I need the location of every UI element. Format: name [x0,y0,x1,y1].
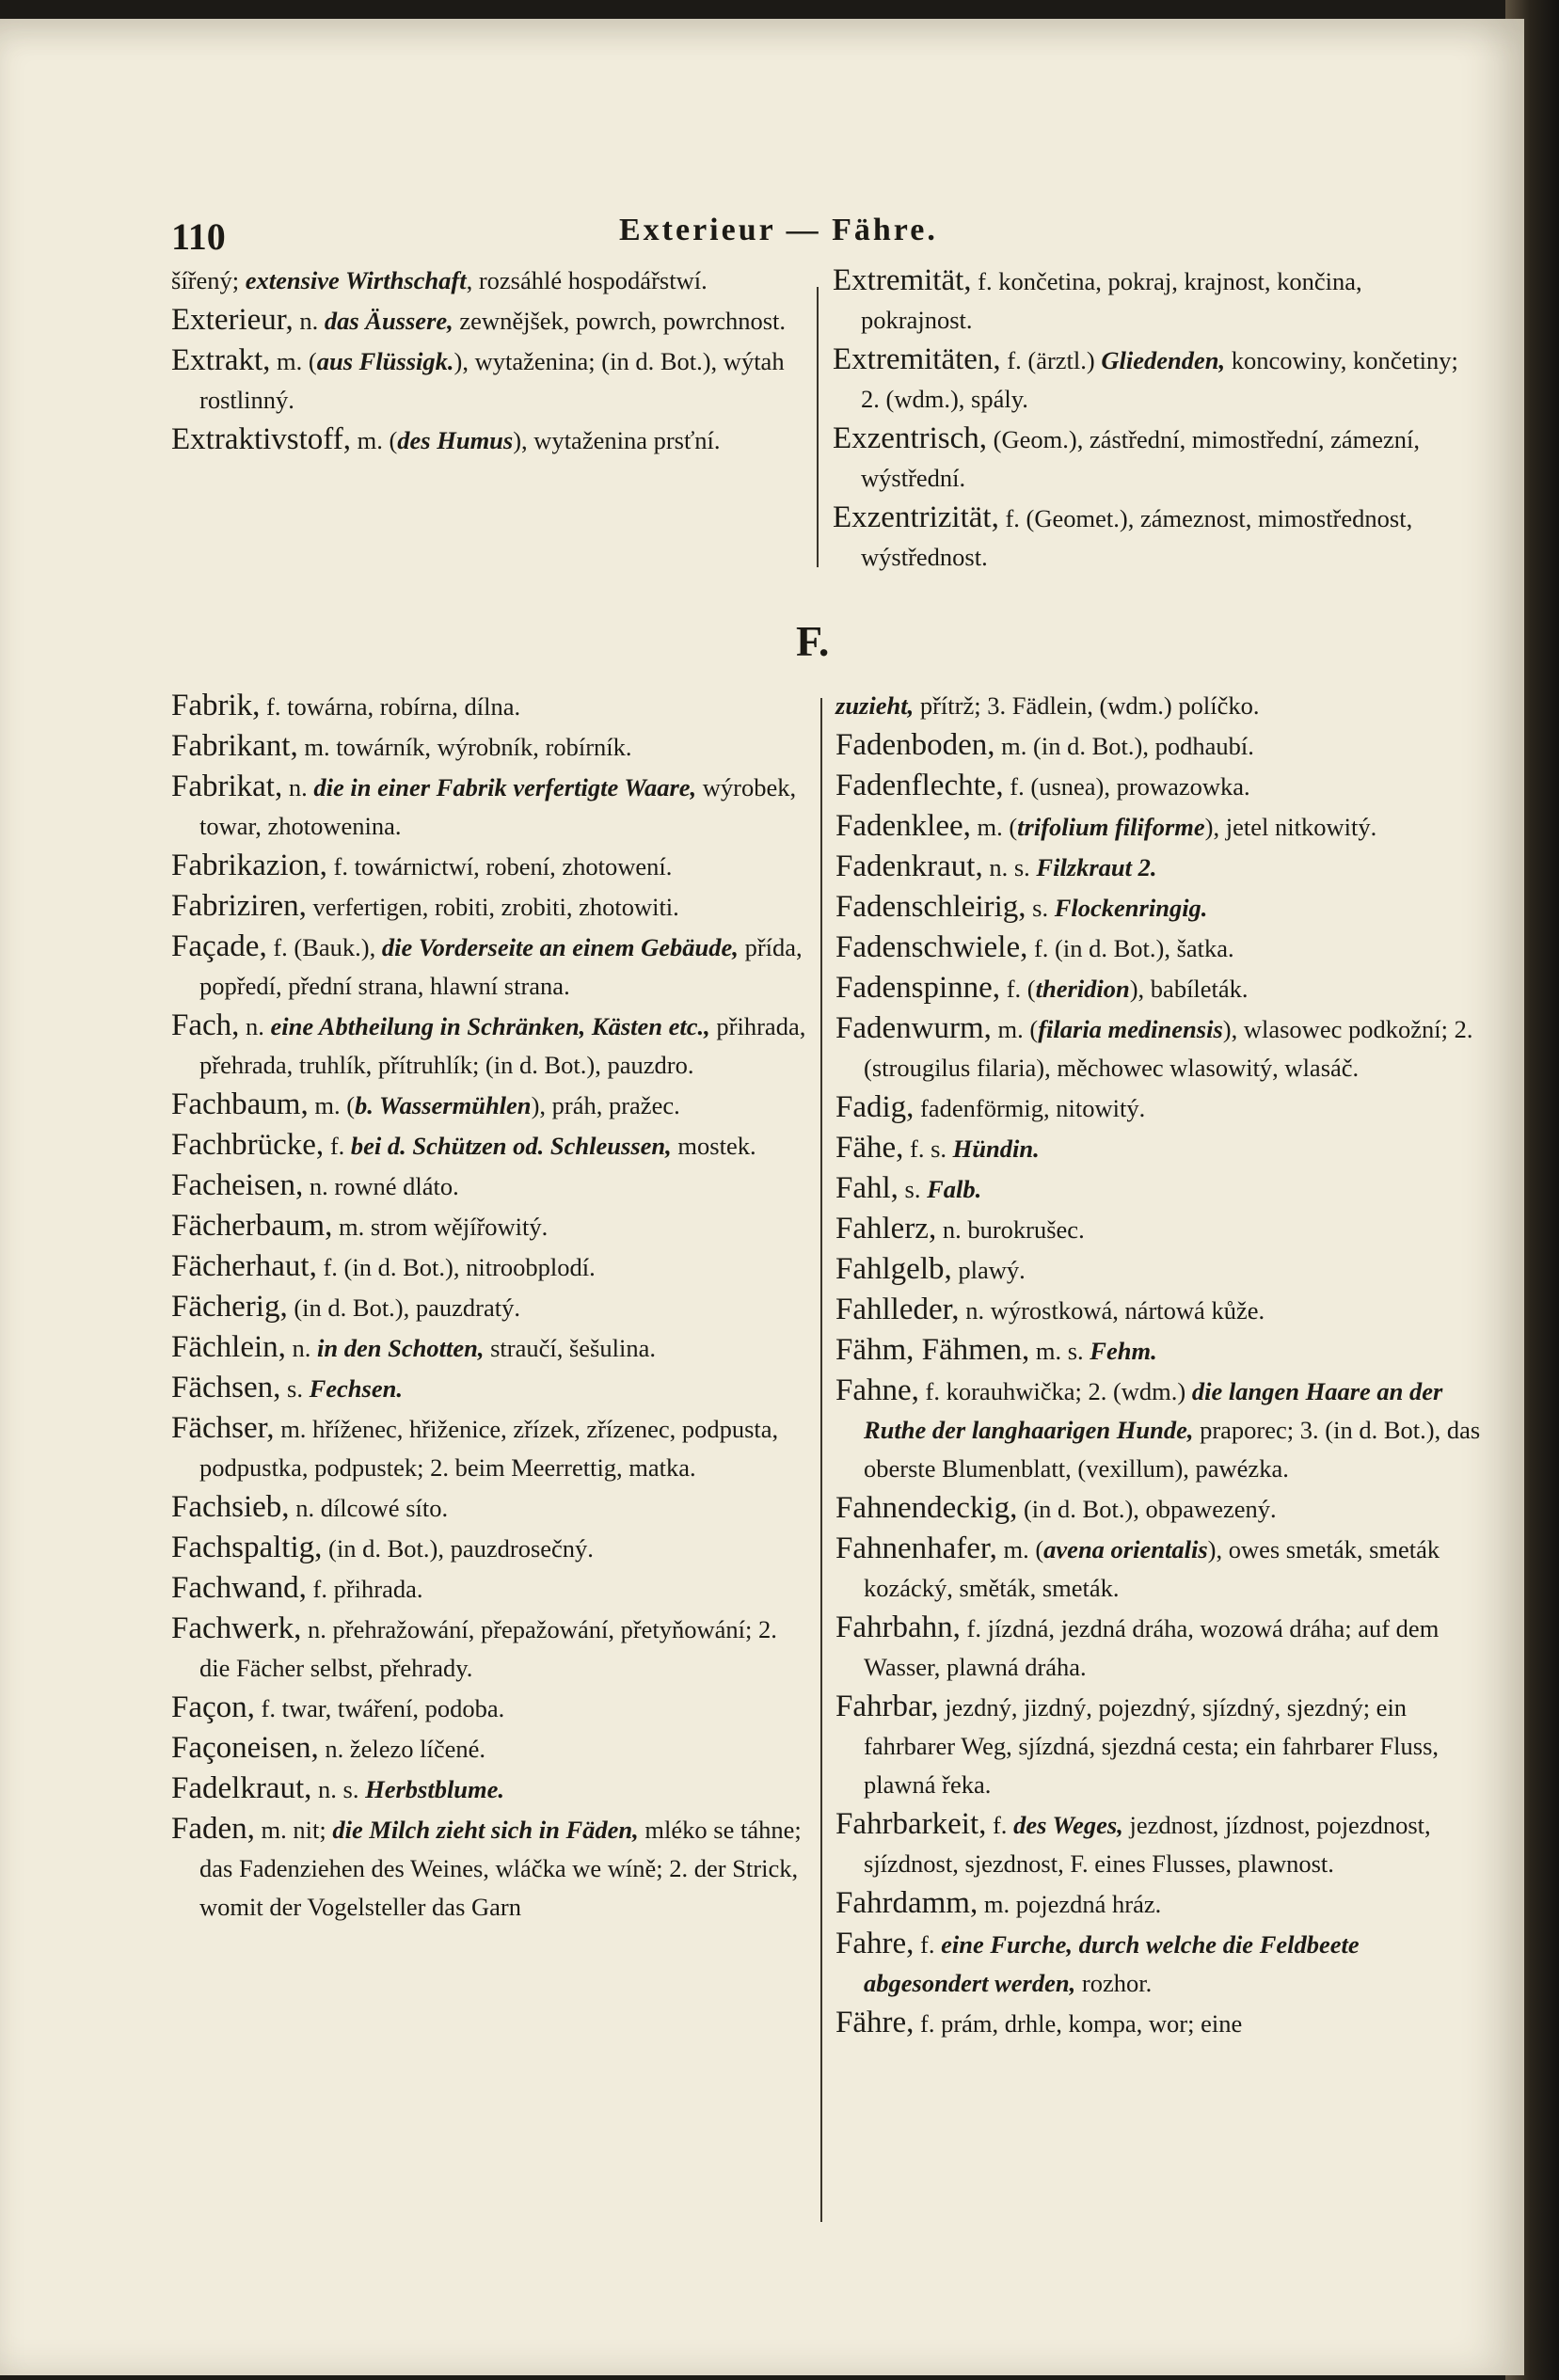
entry-headword: Fahre, [835,1927,915,1960]
dictionary-entry [171,887,811,927]
entry-translation: šatka. [1176,934,1234,962]
dictionary-entry [171,1810,811,1927]
entry-headword: Fadig, [835,1090,915,1124]
entry-grammar: f. [306,1575,334,1603]
entry-grammar: s. [1026,894,1055,922]
dictionary-entry [835,1688,1485,1804]
entry-headword: Fahlleder, [835,1293,960,1326]
dictionary-entry [171,1126,811,1166]
dictionary-entry [171,1569,811,1609]
entry-translation: ), jetel nitkowitý. [1204,813,1377,841]
dictionary-entry [171,1086,811,1125]
dictionary-entry [833,341,1472,419]
entry-grammar: m. ( [991,1015,1039,1043]
dictionary-entry [833,420,1472,498]
entry-headword: Fahnendeckig, [835,1491,1018,1525]
entry-headword: Fadelkraut, [171,1771,312,1805]
entry-headword: Extremität, [833,263,972,297]
dictionary-entry [833,499,1472,577]
entry-grammar: šířený; [171,266,246,294]
entry-headword: Fahlerz, [835,1212,937,1246]
entry-grammar: m. nit; [254,1816,333,1844]
dictionary-entry [171,1610,811,1688]
entry-grammar: f. [914,2009,942,2038]
entry-translation: přihrada, přehrada, truhlík, přítruhlík; (in d. Bot.), pauzdro. [199,1012,806,1079]
entry-headword: Extrakt, [171,343,271,377]
dictionary-entry [171,1207,811,1246]
entry-translation: towárník, wýrobník, robírník. [336,733,632,761]
entry-german-phrase: des Weges, [1013,1811,1123,1839]
dictionary-entry [835,687,1485,725]
entry-translation: ), owes smeták, smeták kozácký, směták, smeták. [864,1535,1440,1602]
dictionary-entry [171,1769,811,1809]
entry-headword: Fahrbahn, [835,1610,961,1644]
dictionary-entry [835,1609,1485,1687]
entry-translation: towárnictwí, robení, zhotowení. [354,852,673,881]
entry-german-phrase: trifolium filiforme [1017,813,1205,841]
entry-headword: Façade, [171,929,267,963]
entry-translation: rozhor. [1075,1969,1153,1997]
entry-grammar: f. [914,1930,942,1959]
entry-headword: Fach, [171,1008,240,1042]
entry-translation: železo líčené. [349,1735,485,1763]
entry-headword: Faden, [171,1812,255,1846]
dictionary-entry [835,1530,1485,1608]
entry-headword: Fächerhaut, [171,1249,317,1283]
entry-grammar: m. [332,1213,371,1241]
entry-grammar: m. ( [970,813,1018,841]
entry-translation: podhaubí. [1154,732,1254,760]
left-column [171,687,811,1928]
dictionary-entry [171,768,811,846]
entry-german-phrase: zuzieht, [835,691,915,720]
entry-translation: ), babíleták. [1129,975,1249,1003]
dictionary-entry [171,420,811,460]
dictionary-entry [171,1369,811,1408]
entry-headword: Facheisen, [171,1168,304,1202]
entry-german-phrase: Filzkraut 2. [1036,853,1157,881]
entry-headword: Exzentrizität, [833,500,999,534]
running-head: Exterieur — Fähre. [619,213,938,247]
entry-grammar: (Geom.), [987,425,1090,453]
entry-grammar: m. ( [350,426,398,454]
entry-grammar: m. s. [1029,1337,1090,1365]
entry-headword: Fächlein, [171,1330,286,1364]
dictionary-entry [835,726,1485,766]
entry-translation: twar, twáření, podoba. [281,1694,505,1722]
entry-translation: plawý. [958,1256,1026,1284]
entry-grammar: n. [303,1172,335,1200]
entry-headword: Façoneisen, [171,1731,319,1765]
entry-headword: Fächser, [171,1411,275,1445]
entry-german-phrase: die Vorderseite an einem Gebäude, [381,933,739,961]
entry-german-phrase: Flockenringig. [1054,894,1208,922]
entry-translation: jezdný, jizdný, pojezdný, sjízdný, sjezdný; ein fahrbarer Weg, sjízdná, sjezdná cesta; ein fahrbarer Fluss, plawná řeka. [864,1693,1440,1799]
dictionary-entry [835,848,1485,887]
entry-grammar: s. [898,1175,928,1203]
entry-grammar: n. [959,1296,991,1325]
entry-grammar: f. (usnea), [1003,772,1117,801]
entry-grammar: n. [239,1012,271,1040]
dictionary-entry [835,807,1485,847]
entry-translation: ), wytaženina prsťní. [513,426,721,454]
entry-grammar: (in d. Bot.), [1017,1495,1146,1523]
entry-headword: Extraktivstoff, [171,422,351,456]
entry-grammar: m. ( [270,347,317,375]
entry-headword: Fadenschwiele, [835,930,1028,964]
entry-headword: Fähm, Fähmen, [835,1333,1030,1367]
entry-german-phrase: die in einer Fabrik verfertigte Waare, [313,773,697,801]
entry-grammar: f. [324,1132,351,1160]
entry-headword: Exterieur, [171,303,294,337]
entry-grammar: m. [297,733,337,761]
entry-headword: Fachbaum, [171,1087,309,1121]
entry-german-phrase: theridion [1035,975,1130,1003]
entry-headword: Fachspaltig, [171,1531,323,1564]
dictionary-entry [835,1805,1485,1883]
entry-headword: Fabrikazion, [171,849,327,882]
entry-grammar: n. [301,1615,333,1643]
entry-grammar: f. (Bauk.), [266,933,382,961]
dictionary-entry [171,1247,811,1287]
entry-grammar: m. (in d. Bot.), [994,732,1155,760]
entry-headword: Exzentrisch, [833,421,988,455]
entry-german-phrase: b. Wassermühlen [355,1091,532,1119]
entry-grammar: n. [282,773,314,801]
entry-translation: pauzdratý. [415,1293,520,1322]
dictionary-entry [171,1166,811,1206]
entry-translation: praporec; 3. (in d. Bot.), das oberste Blumenblatt, (vexillum), pawézka. [864,1416,1481,1483]
entry-translation: jezdnost, jízdnost, pojezdnost, sjízdnost, sjezdnost, F. eines Flusses, plawnost. [864,1811,1431,1878]
entry-translation: zámeznost, mimostřednost, wýstřednost. [861,504,1413,571]
entry-grammar: n. [293,307,325,335]
entry-headword: Fahne, [835,1373,919,1407]
entry-headword: Fadenschleirig, [835,890,1026,924]
entry-translation: hříženec, hřiženice, zřízek, zřízenec, podpusta, podpustka, podpustek; 2. beim Meerrettig, matka. [199,1415,779,1482]
entry-headword: Fächsen, [171,1371,281,1404]
dictionary-entry [835,888,1485,928]
entry-translation: nitowitý. [1056,1094,1146,1122]
dictionary-entry [835,1372,1485,1488]
entry-grammar: m. [978,1890,1016,1918]
entry-grammar: f. (in d. Bot.), [1027,934,1177,962]
dictionary-entry [835,1210,1485,1249]
entry-translation: pojezdná hráz. [1015,1890,1162,1918]
dictionary-entry [835,928,1485,968]
dictionary-entry [835,1250,1485,1290]
entry-headword: Fahrbarkeit, [835,1807,987,1841]
entry-headword: Fahrdamm, [835,1886,978,1920]
right-column [835,687,1485,2044]
dictionary-entry [171,341,811,420]
entry-translation: , rozsáhlé hospodářstwí. [466,266,708,294]
dictionary-entry [835,1169,1485,1209]
dictionary-entry [835,1489,1485,1529]
entry-headword: Fabrik, [171,689,261,722]
dictionary-entry [171,262,811,300]
dictionary-entry [171,1328,811,1368]
entry-grammar: f. [986,1811,1014,1839]
entry-german-phrase: extensive Wirthschaft [245,266,467,294]
dictionary-entry [835,1925,1485,2003]
dictionary-entry [171,1488,811,1528]
entry-translation: prowazowka. [1116,772,1250,801]
entry-headword: Fahnenhafer, [835,1531,997,1565]
entry-translation: strom wějířowitý. [370,1213,549,1241]
entry-translation: straučí, šešulina. [484,1334,656,1362]
top-right-column [833,262,1472,578]
entry-german-phrase: filaria medinensis [1038,1015,1223,1043]
entry-german-phrase: die Milch zieht sich in Fäden, [332,1816,639,1844]
dictionary-entry [835,1291,1485,1330]
entry-grammar: n. [936,1215,968,1244]
entry-grammar: f. (ärztl.) [1000,346,1102,374]
dictionary-entry [835,1009,1485,1087]
dictionary-entry [171,1288,811,1327]
section-letter: F. [796,617,830,665]
entry-headword: Fachwerk, [171,1611,302,1645]
dictionary-entry [835,1884,1485,1924]
entry-german-phrase: Fehm. [1090,1337,1157,1365]
entry-headword: Fächerbaum, [171,1209,333,1243]
dictionary-entry [171,928,811,1006]
entry-translation: mléko se táhne; das Fadenziehen des Weines, wláčka we wíně; 2. der Strick, womit der Vogelsteller das Garn [199,1816,802,1921]
entry-translation: ), wlasowec podkožní; 2. (strougilus filaria), měchowec wlasowitý, wlasáč. [864,1015,1473,1082]
entry-translation: prám, drhle, kompa, wor; eine [941,2009,1243,2038]
entry-grammar: n. [318,1735,350,1763]
entry-grammar: n. [289,1494,321,1522]
entry-translation: robiti, zrobiti, zhotowiti. [434,893,679,921]
entry-grammar: f. [326,852,355,881]
entry-headword: Fähre, [835,2006,915,2039]
entry-translation: jízdná, jezdná dráha, wozowá dráha; auf dem Wasser, plawná dráha. [864,1614,1440,1681]
dictionary-entry [835,969,1485,1008]
entry-german-phrase: Fechsen. [309,1374,403,1403]
entry-headword: Fadenklee, [835,809,971,843]
entry-grammar: m. ( [308,1091,356,1119]
entry-headword: Fabrikat, [171,770,283,803]
entry-translation: pauzdrosečný. [450,1534,594,1563]
entry-translation: nitroobplodí. [466,1253,596,1281]
entry-translation: zástřední, mimostřední, zámezní, wýstřední. [861,425,1420,492]
entry-german-phrase: Herbstblume. [365,1775,505,1803]
entry-translation: dílcowé síto. [320,1494,449,1522]
dictionary-entry [171,301,811,341]
dictionary-entry [833,262,1472,340]
dictionary-entry [171,1409,811,1487]
dictionary-entry [835,767,1485,806]
entry-headword: Fahlgelb, [835,1252,952,1286]
entry-translation: wýrostkowá, nártowá kůže. [990,1296,1265,1325]
entry-grammar: m. [274,1415,313,1443]
entry-german-phrase: Falb. [927,1175,982,1203]
entry-grammar: f. (Geomet.), [998,504,1140,532]
entry-grammar: s. [280,1374,310,1403]
entry-german-phrase: das Äussere, [324,307,453,335]
dictionary-entry [171,727,811,767]
entry-headword: Fabriziren, [171,889,307,923]
entry-german-phrase: Hündin. [952,1134,1040,1163]
entry-translation: přítrž; 3. Fädlein, (wdm.) políčko. [914,691,1260,720]
entry-german-phrase: des Humus [397,426,514,454]
top-left-column [171,262,811,461]
entry-grammar: fadenförmig, [914,1094,1057,1122]
entry-german-phrase: avena orientalis [1043,1535,1208,1563]
entry-german-phrase: bei d. Schützen od. Schleussen, [350,1132,672,1160]
entry-german-phrase: eine Abtheilung in Schränken, Kästen etc., [270,1012,710,1040]
entry-translation: koncowiny, končetiny; 2. (wdm.), spály. [861,346,1458,413]
entry-translation: ), práh, pražec. [531,1091,680,1119]
dictionary-entry [171,1007,811,1085]
entry-headword: Fadenflechte, [835,769,1004,802]
entry-headword: Façon, [171,1690,255,1724]
column-rule-top [817,287,819,567]
entry-grammar: n. [285,1334,318,1362]
entry-translation: rowné dláto. [334,1172,459,1200]
entry-headword: Fachbrücke, [171,1128,325,1162]
entry-grammar: f. (in d. Bot.), [316,1253,467,1281]
entry-headword: Fachsieb, [171,1490,290,1524]
entry-grammar: f. s. [903,1134,953,1163]
entry-translation: končetina, pokraj, krajnost, končina, pokrajnost. [861,267,1362,334]
dictionary-entry [835,1129,1485,1168]
entry-grammar: (in d. Bot.), [287,1293,416,1322]
entry-german-phrase: eine Furche, durch welche die Feldbeete abgesondert werden, [864,1930,1360,1997]
entry-headword: Extremitäten, [833,342,1001,376]
entry-german-phrase: in den Schotten, [317,1334,485,1362]
entry-grammar: m. ( [996,1535,1044,1563]
entry-grammar: f. ( [1000,975,1036,1003]
dictionary-entry [171,1529,811,1568]
entry-headword: Fadenkraut, [835,849,983,883]
entry-translation: přída, popředí, přední strana, hlawní strana. [199,933,803,1000]
entry-translation: burokrušec. [967,1215,1085,1244]
entry-translation: přehražowání, přepažowání, přetyňowání; 2. die Fächer selbst, přehrady. [199,1615,777,1682]
entry-translation: towárna, robírna, dílna. [287,692,521,721]
entry-headword: Fadenspinne, [835,971,1001,1005]
dictionary-entry [171,1689,811,1728]
dictionary-entry [171,687,811,726]
entry-translation: přihrada. [333,1575,423,1603]
entry-headword: Fadenwurm, [835,1011,992,1045]
entry-translation: zewnějšek, powrch, powrchnost. [453,307,787,335]
entry-headword: Fadenboden, [835,728,995,762]
page-number: 110 [171,215,226,258]
dictionary-page [0,19,1524,2375]
page-header [0,207,1524,263]
entry-grammar: (in d. Bot.), [322,1534,451,1563]
entry-grammar: n. s. [311,1775,366,1803]
dictionary-entry [835,2004,1485,2043]
entry-grammar: f. [254,1694,282,1722]
entry-grammar: f. [260,692,288,721]
column-rule-main [820,698,822,2222]
dictionary-entry [171,1729,811,1769]
entry-headword: Fachwand, [171,1571,307,1605]
entry-grammar: n. s. [982,853,1037,881]
entry-headword: Fächerig, [171,1290,288,1324]
entry-translation: mostek. [671,1132,756,1160]
entry-headword: Fahl, [835,1171,899,1205]
entry-headword: Fahrbar, [835,1690,939,1723]
dictionary-entry [835,1088,1485,1128]
entry-german-phrase: die langen Haare an der Ruthe der langhaarigen Hunde, [864,1377,1443,1444]
dictionary-entry [835,1331,1485,1371]
entry-grammar: f. korauhwička; 2. (wdm.) [918,1377,1192,1405]
entry-german-phrase: aus Flüssigk. [316,347,454,375]
entry-translation: wýrobek, towar, zhotowenina. [199,773,797,840]
entry-headword: Fabrikant, [171,729,298,763]
entry-grammar: f. [960,1614,988,1642]
entry-translation: obpawezený. [1145,1495,1277,1523]
entry-grammar: f. [971,267,999,295]
entry-grammar: verfertigen, [306,893,435,921]
dictionary-entry [171,847,811,886]
entry-translation: ), wytaženina; (in d. Bot.), wýtah rostlinný. [199,347,785,414]
entry-headword: Fähe, [835,1131,904,1165]
entry-german-phrase: Gliedenden, [1101,346,1226,374]
